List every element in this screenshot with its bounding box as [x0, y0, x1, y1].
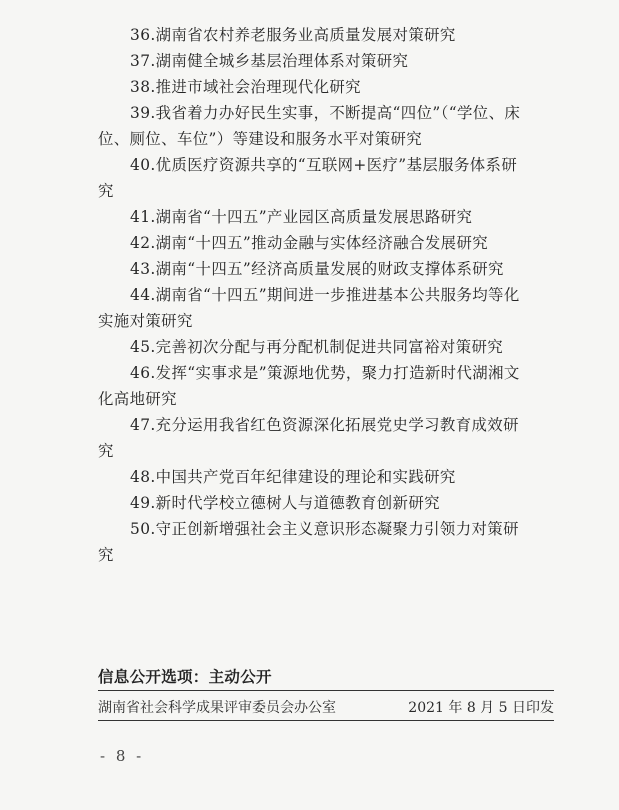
list-item: 37.湖南健全城乡基层治理体系对策研究 [130, 52, 409, 70]
list-item: 47.充分运用我省红色资源深化拓展党史学习教育成效研究 [98, 416, 519, 460]
list-item: 46.发挥“实事求是”策源地优势，聚力打造新时代湖湘文化高地研究 [98, 364, 520, 408]
list-item: 44.湖南省“十四五”期间进一步推进基本公共服务均等化实施对策研究 [98, 286, 520, 330]
disclosure-option: 信息公开选项：主动公开 [98, 668, 272, 686]
research-topic-list [98, 22, 530, 568]
list-item: 36.湖南省农村养老服务业高质量发展对策研究 [130, 26, 456, 44]
list-item: 48.中国共产党百年纪律建设的理论和实践研究 [130, 468, 456, 486]
page-number: - 8 - [100, 747, 145, 765]
issue-date: 2021 年 8 月 5 日印发 [408, 700, 554, 716]
list-item: 42.湖南“十四五”推动金融与实体经济融合发展研究 [130, 234, 489, 252]
list-item: 45.完善初次分配与再分配机制促进共同富裕对策研究 [130, 338, 504, 356]
issuing-office: 湖南省社会科学成果评审委员会办公室 [98, 700, 336, 716]
list-item: 39.我省着力办好民生实事，不断提高“四位”（“学位、床位、厕位、车位”）等建设和服务水平对策研究 [98, 104, 521, 148]
list-item: 50.守正创新增强社会主义意识形态凝聚力引领力对策研究 [98, 520, 519, 564]
list-item: 38.推进市域社会治理现代化研究 [130, 78, 361, 96]
list-item: 41.湖南省“十四五”产业园区高质量发展思路研究 [130, 208, 473, 226]
list-item: 43.湖南“十四五”经济高质量发展的财政支撑体系研究 [130, 260, 504, 278]
footer-rule-top [98, 690, 554, 691]
list-item: 49.新时代学校立德树人与道德教育创新研究 [130, 494, 440, 512]
footer-rule-bottom [98, 720, 554, 721]
list-item: 40.优质医疗资源共享的“互联网+医疗”基层服务体系研究 [98, 156, 518, 200]
